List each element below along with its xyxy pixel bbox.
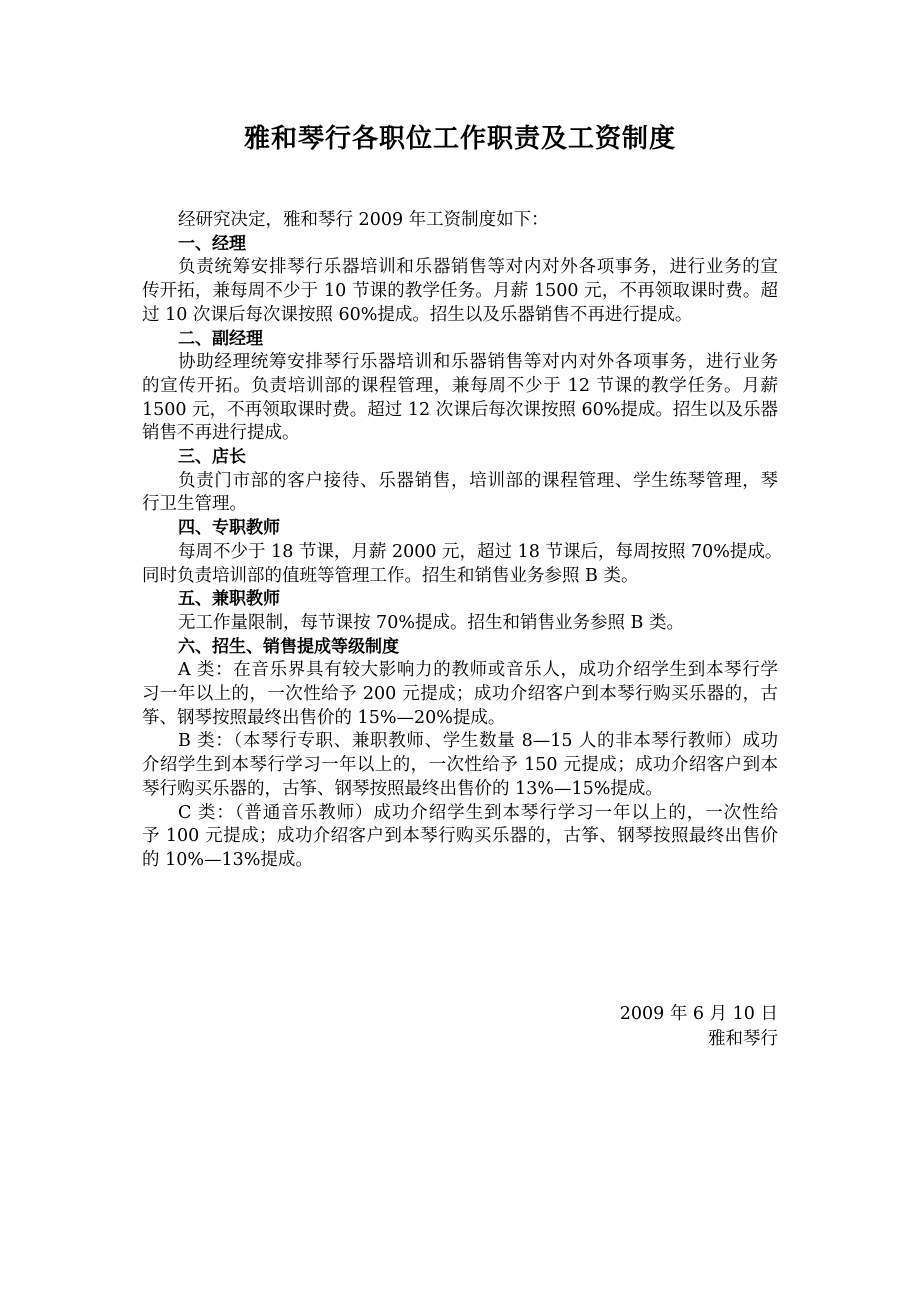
paragraph-line: 同时负责培训部的值班等管理工作。招生和销售业务参照 B 类。 <box>142 565 639 586</box>
section-heading: 四、专职教师 <box>178 518 280 539</box>
paragraph-line: 1500 元，不再领取课时费。超过 12 次课后每次课按照 60%提成。招生以及乐器 <box>142 399 778 420</box>
paragraph-line: 传开拓，兼每周不少于 10 节课的教学任务。月薪 1500 元，不再领取课时费。超 <box>142 281 778 302</box>
document-body <box>142 209 783 873</box>
section-heading: 五、兼职教师 <box>178 589 280 610</box>
section-heading: 三、店长 <box>178 447 246 468</box>
date: 2009 年 6 月 10 日 <box>619 1004 778 1024</box>
paragraph-line: B 类：（本琴行专职、兼职教师、学生数量 8—15 人的非本琴行教师）成功 <box>178 731 778 752</box>
section-heading: 一、经理 <box>178 233 246 254</box>
paragraph-line: 习一年以上的，一次性给予 200 元提成；成功介绍客户到本琴行购买乐器的，古 <box>142 684 778 705</box>
paragraph-line: 过 10 次课后每次课按照 60%提成。招生以及乐器销售不再进行提成。 <box>142 304 693 325</box>
paragraph-line: 负责门市部的客户接待、乐器销售，培训部的课程管理、学生练琴管理，琴 <box>178 470 778 491</box>
section-heading: 六、招生、销售提成等级制度 <box>178 636 399 657</box>
document-title: 雅和琴行各职位工作职责及工资制度 <box>243 124 676 154</box>
signature: 雅和琴行 <box>708 1029 778 1049</box>
paragraph-line: 筝、钢琴按照最终出售价的 15%—20%提成。 <box>142 707 506 728</box>
intro-paragraph: 经研究决定，雅和琴行 2009 年工资制度如下： <box>178 210 549 230</box>
paragraph-line: 行卫生管理。 <box>142 494 247 515</box>
paragraph-line: 每周不少于 18 节课，月薪 2000 元，超过 18 节课后，每周按照 70%提成。 <box>178 541 783 562</box>
paragraph-line: 予 100 元提成；成功介绍客户到本琴行购买乐器的，古筝、钢琴按照最终出售价 <box>142 826 778 847</box>
paragraph-line: 销售不再进行提成。 <box>142 423 300 444</box>
paragraph-line: 琴行购买乐器的，古筝、钢琴按照最终出售价的 13%—15%提成。 <box>142 778 663 799</box>
paragraph-line: 的宣传开拓。负责培训部的课程管理，兼每周不少于 12 节课的教学任务。月薪 <box>142 375 778 396</box>
section-heading: 二、副经理 <box>178 328 263 349</box>
signature-block <box>620 1002 778 1052</box>
paragraph-line: 无工作量限制，每节课按 70%提成。招生和销售业务参照 B 类。 <box>178 612 684 633</box>
paragraph-line: 负责统筹安排琴行乐器培训和乐器销售等对内对外各项事务，进行业务的宣 <box>178 257 778 278</box>
paragraph-line: A 类：在音乐界具有较大影响力的教师或音乐人，成功介绍学生到本琴行学 <box>178 660 778 681</box>
paragraph-line: 介绍学生到本琴行学习一年以上的，一次性给予 150 元提成；成功介绍客户到本 <box>142 755 778 776</box>
paragraph-line: C 类：（普通音乐教师）成功介绍学生到本琴行学习一年以上的，一次性给 <box>178 802 778 823</box>
paragraph-line: 的 10%—13%提成。 <box>142 849 313 870</box>
paragraph-line: 协助经理统筹安排琴行乐器培训和乐器销售等对内对外各项事务，进行业务 <box>178 352 778 373</box>
